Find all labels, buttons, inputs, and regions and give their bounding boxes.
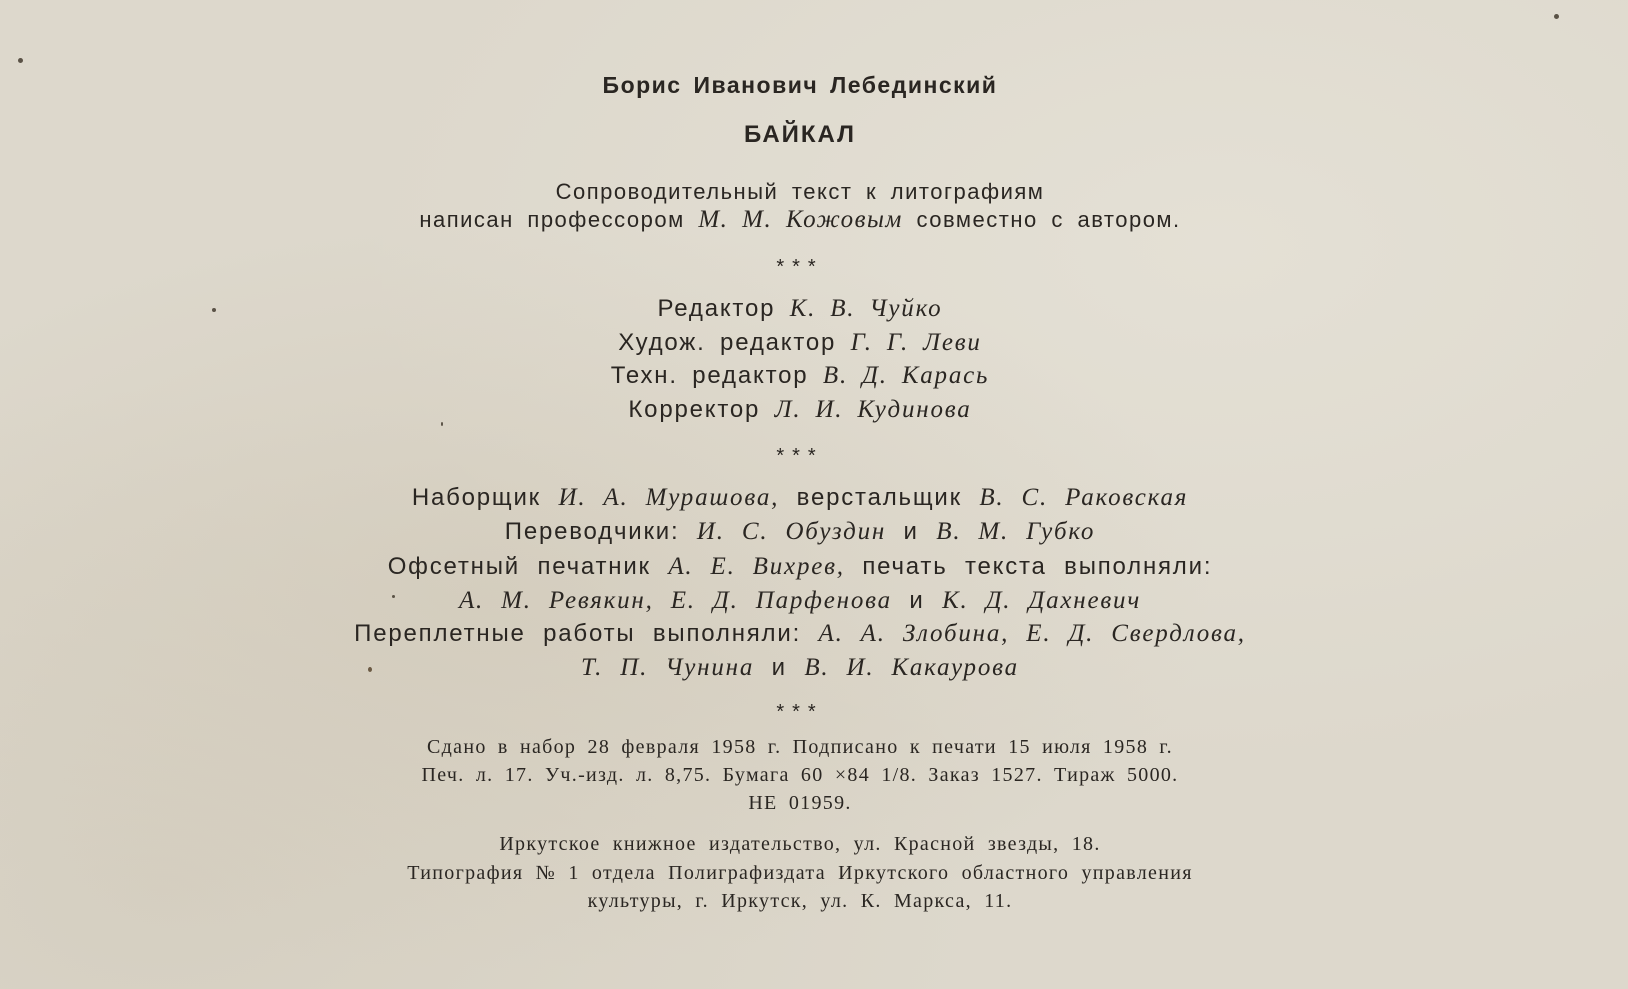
imprint-print-specs: Печ. л. 17. Уч.-изд. л. 8,75. Бумага 60 ×84 1/8. Заказ 1527. Тираж 5000. bbox=[421, 764, 1179, 786]
accompanying-text-line-2 bbox=[0, 206, 1600, 234]
tech-editor-role: Техн. редактор bbox=[610, 362, 823, 389]
printer-names: А. М. Ревякин, Е. Д. Парфенова bbox=[458, 587, 892, 614]
conjunction: и bbox=[891, 587, 943, 614]
art-editor-role: Худож. редактор bbox=[618, 329, 851, 356]
editor-role: Редактор bbox=[657, 295, 790, 322]
binder-name: В. И. Какаурова bbox=[804, 654, 1019, 681]
printing-house-address: культуры, г. Иркутск, ул. К. Маркса, 11. bbox=[587, 890, 1013, 912]
imprint-code: НЕ 01959. bbox=[748, 792, 852, 814]
conjunction: и bbox=[754, 654, 805, 681]
tech-editor-name: В. Д. Карась bbox=[822, 362, 990, 389]
paper-speck bbox=[212, 308, 216, 312]
layout-name: В. С. Раковская bbox=[979, 484, 1189, 511]
paper-speck bbox=[392, 595, 395, 598]
accompanying-text-prefix: написан профессором bbox=[419, 207, 699, 232]
typesetter-credit bbox=[0, 484, 1600, 512]
imprint-dates: Сдано в набор 28 февраля 1958 г. Подписано к печати 15 июля 1958 г. bbox=[427, 736, 1173, 758]
accompanying-text-line-1: Сопроводительный текст к литографиям bbox=[555, 179, 1045, 204]
proofreader-role: Корректор bbox=[628, 396, 775, 423]
conjunction: и bbox=[886, 518, 937, 545]
layout-role: верстальщик bbox=[779, 484, 980, 511]
paper-speck bbox=[18, 58, 23, 63]
section-separator: *** bbox=[776, 445, 824, 467]
translator-name: В. М. Губко bbox=[936, 518, 1096, 545]
binding-credit bbox=[0, 620, 1600, 648]
paper-speck bbox=[1554, 14, 1559, 19]
book-title: БАЙКАЛ bbox=[743, 121, 857, 148]
editor-credit bbox=[0, 295, 1600, 323]
art-editor-name: Г. Г. Леви bbox=[850, 329, 982, 356]
translators-role: Переводчики: bbox=[504, 518, 697, 545]
binding-credit-continued bbox=[0, 654, 1600, 682]
offset-printer-credit bbox=[0, 553, 1600, 581]
art-editor-credit bbox=[0, 329, 1600, 357]
translators-credit bbox=[0, 518, 1600, 546]
offset-printer-role: Офсетный печатник bbox=[387, 553, 669, 580]
accompanying-text-suffix: совместно с автором. bbox=[902, 207, 1181, 232]
proofreader-credit bbox=[0, 396, 1600, 424]
printing-house: Типография № 1 отдела Полиграфиздата Иркутского областного управления bbox=[407, 862, 1193, 884]
translator-name: И. С. Обуздин bbox=[696, 518, 887, 545]
text-printing-role: печать текста выполняли: bbox=[844, 553, 1213, 580]
typesetter-name: И. А. Мурашова, bbox=[558, 484, 780, 511]
coauthor-name: М. М. Кожовым bbox=[698, 206, 903, 233]
section-separator: *** bbox=[776, 256, 824, 278]
publisher-address: Иркутское книжное издательство, ул. Красной звезды, 18. bbox=[499, 833, 1101, 855]
paper-speck bbox=[368, 667, 372, 672]
typesetter-role: Наборщик bbox=[411, 484, 559, 511]
tech-editor-credit bbox=[0, 362, 1600, 390]
paper-speck bbox=[441, 422, 443, 426]
section-separator: *** bbox=[776, 701, 824, 723]
editor-name: К. В. Чуйко bbox=[789, 295, 943, 322]
binder-name: Т. П. Чунина bbox=[581, 654, 755, 681]
text-printers-credit bbox=[0, 587, 1600, 615]
proofreader-name: Л. И. Кудинова bbox=[774, 396, 972, 423]
printer-name: К. Д. Дахневич bbox=[942, 587, 1142, 614]
author-name: Борис Иванович Лебединский bbox=[602, 72, 998, 98]
binder-names: А. А. Злобина, Е. Д. Свердлова, bbox=[818, 620, 1246, 647]
offset-printer-name: А. Е. Вихрев, bbox=[668, 553, 845, 580]
binding-role: Переплетные работы выполняли: bbox=[354, 620, 819, 647]
